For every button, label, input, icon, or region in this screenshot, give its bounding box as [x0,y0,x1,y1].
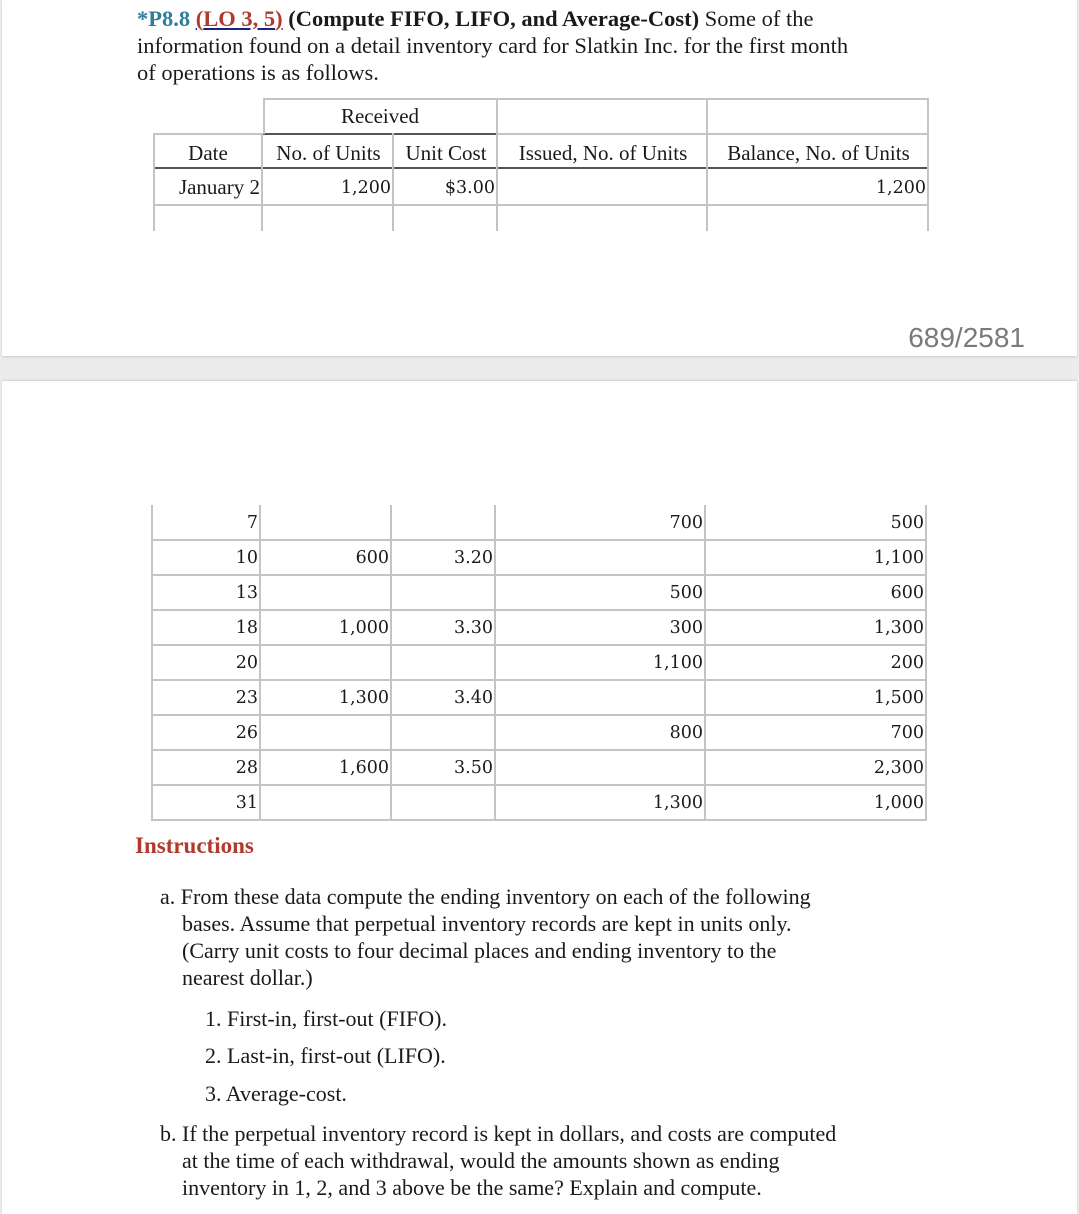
table-cell-balance: 600 [890,583,924,603]
header-balance: Balance, No. of Units [727,141,910,165]
table-cell-issued: 700 [669,513,703,533]
table-cell-date: 26 [235,723,258,743]
table-cell-date: 31 [235,793,258,813]
instructions-heading: Instructions [135,833,254,858]
table-cell-cost: 3.20 [454,548,493,568]
header-date: Date [188,141,228,165]
first-row-units: 1,200 [340,178,391,198]
table-cell-balance: 200 [890,653,924,673]
table-cell-cost: 3.50 [454,758,493,778]
problem-statement [137,5,957,86]
table-cell-date: 28 [235,758,258,778]
header-unit-cost: Unit Cost [405,141,487,165]
table-cell-units: 1,000 [338,618,389,638]
header-units: No. of Units [276,141,381,165]
first-row-cost: $3.00 [444,178,495,198]
table-cell-date: 18 [235,618,258,638]
table-cell-balance: 1,000 [873,793,924,813]
table-cell-balance: 1,500 [873,688,924,708]
first-row-balance: 1,200 [875,178,926,198]
table-cell-issued: 1,100 [652,653,703,673]
problem-title: (Compute FIFO, LIFO, and Average-Cost) [288,6,700,31]
table-cell-issued: 1,300 [652,793,703,813]
instruction-b-line: b. If the perpetual inventory record is kept in dollars, and costs are computed [160,1121,837,1146]
table-cell-balance: 700 [890,723,924,743]
table-cell-date: 20 [235,653,258,673]
instruction-b-line: inventory in 1, 2, and 3 above be the same? Explain and compute. [182,1175,762,1200]
table-cell-balance: 2,300 [873,758,924,778]
instruction-a-line: nearest dollar.) [182,965,313,990]
instruction-b-line: at the time of each withdrawal, would the amounts shown as ending [182,1148,780,1173]
sub-item-fifo: 1. First-in, first-out (FIFO). [205,1006,447,1031]
table-cell-balance: 1,100 [873,548,924,568]
received-group-header: Received [340,104,420,128]
instruction-a-line: a. From these data compute the ending inventory on each of the following [160,884,811,909]
table-cell-units: 1,600 [338,758,389,778]
instruction-a-line: (Carry unit costs to four decimal places and ending inventory to the [182,938,777,963]
table-cell-date: 10 [235,548,258,568]
table-cell-cost: 3.40 [454,688,493,708]
table-cell-units: 600 [355,548,389,568]
instruction-a-line: bases. Assume that perpetual inventory records are kept in units only. [182,911,792,936]
table-cell-balance: 1,300 [873,618,924,638]
header-issued: Issued, No. of Units [518,141,688,165]
table-cell-issued: 800 [669,723,703,743]
sub-item-average: 3. Average-cost. [205,1081,347,1106]
problem-number: *P8.8 [137,6,191,31]
intro-line-3: of operations is as follows. [137,60,379,85]
table-cell-date: 13 [235,583,258,603]
table-cell-balance: 500 [890,513,924,533]
table-cell-issued: 500 [669,583,703,603]
page-counter: 689/2581 [908,322,1025,353]
table-cell-date: 7 [246,513,258,533]
table-cell-date: 23 [235,688,258,708]
learning-objective-link[interactable]: (LO 3, 5) [195,6,283,31]
sub-item-lifo: 2. Last-in, first-out (LIFO). [205,1043,446,1068]
table-cell-units: 1,300 [338,688,389,708]
document-page-1 [2,0,1077,356]
table-cell-cost: 3.30 [454,618,493,638]
table-cell-issued: 300 [669,618,703,638]
intro-line-2: information found on a detail inventory card for Slatkin Inc. for the first month [137,33,849,58]
first-row-date: January 2 [178,175,260,199]
intro-line-1: Some of the [699,6,814,31]
